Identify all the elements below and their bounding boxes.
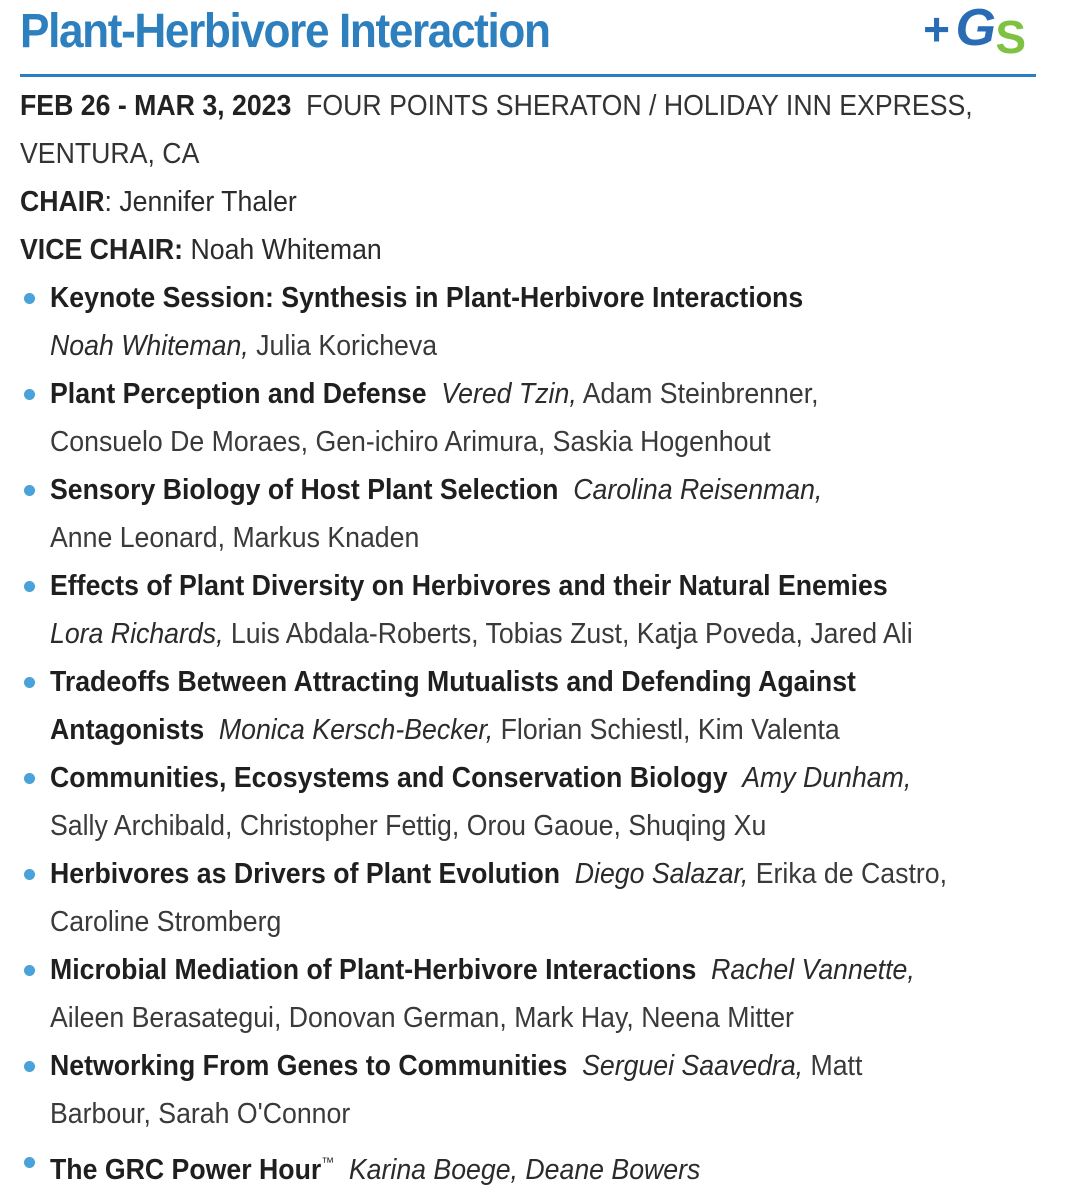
session-item xyxy=(20,562,1060,658)
bullet-icon xyxy=(24,869,35,880)
discussion-leaders: Karina Boege, Deane Bowers xyxy=(348,1154,701,1186)
page-title: Plant-Herbivore Interaction xyxy=(20,5,550,58)
discussion-leader: Monica Kersch-Becker, xyxy=(218,714,494,746)
discussion-leader: Vered Tzin, xyxy=(441,378,577,410)
session-speakers: Barbour, Sarah O'Connor xyxy=(50,1098,351,1130)
session-title: Herbivores as Drivers of Plant Evolution xyxy=(50,858,561,890)
session-item xyxy=(20,1042,1060,1138)
conference-details xyxy=(20,82,1060,1194)
session-item xyxy=(20,1138,1060,1194)
session-speakers: Florian Schiestl, Kim Valenta xyxy=(500,714,840,746)
chair-name: Jennifer Thaler xyxy=(119,186,297,218)
bullet-icon xyxy=(24,677,35,688)
bullet-icon xyxy=(24,293,35,304)
session-speakers: Luis Abdala-Roberts, Tobias Zust, Katja Poveda, Jared Ali xyxy=(230,618,913,650)
logo-s-glyph: S xyxy=(995,11,1026,63)
venue-line-2: VENTURA, CA xyxy=(20,138,200,170)
chair-line xyxy=(20,178,977,226)
page-header xyxy=(20,0,1036,77)
session-speakers: Erika de Castro, xyxy=(755,858,947,890)
vice-chair-name: Noah Whiteman xyxy=(190,234,382,266)
session-title: Plant Perception and Defense xyxy=(50,378,427,410)
session-item xyxy=(20,658,1060,754)
session-speakers: Sally Archibald, Christopher Fettig, Orou Gaoue, Shuqing Xu xyxy=(50,810,767,842)
chair-label: CHAIR xyxy=(20,186,105,218)
session-speakers: Aileen Berasategui, Donovan German, Mark Hay, Neena Mitter xyxy=(50,1002,794,1034)
session-title: Keynote Session: Synthesis in Plant-Herbivore Interactions xyxy=(50,282,804,314)
session-speakers: Matt xyxy=(810,1050,863,1082)
vice-chair-line xyxy=(20,226,977,274)
session-title: Microbial Mediation of Plant-Herbivore Interactions xyxy=(50,954,697,986)
conference-dates: FEB 26 - MAR 3, 2023 xyxy=(20,90,292,122)
vice-chair-label: VICE CHAIR: xyxy=(20,234,184,266)
session-title: Communities, Ecosystems and Conservation Biology xyxy=(50,762,728,794)
dates-venue-line xyxy=(20,82,977,130)
session-title: Tradeoffs Between Attracting Mutualists and Defending Against xyxy=(50,666,856,698)
discussion-leader: Rachel Vannette, xyxy=(711,954,915,986)
discussion-leader: Lora Richards, xyxy=(50,618,224,650)
logo-g-glyph: G xyxy=(955,0,996,57)
logo-plus-glyph: + xyxy=(923,3,950,55)
session-speakers: Adam Steinbrenner, xyxy=(582,378,819,410)
bullet-icon xyxy=(24,389,35,400)
grs-logo xyxy=(892,0,1032,62)
discussion-leader: Noah Whiteman, xyxy=(50,330,249,362)
session-item xyxy=(20,946,1060,1042)
venue-line-1: FOUR POINTS SHERATON / HOLIDAY INN EXPRESS, xyxy=(306,90,973,122)
trademark-symbol: ™ xyxy=(321,1154,335,1170)
session-item xyxy=(20,850,1060,946)
session-title: Networking From Genes to Communities xyxy=(50,1050,568,1082)
bullet-icon xyxy=(24,581,35,592)
session-title-cont: Antagonists xyxy=(50,714,205,746)
discussion-leader: Carolina Reisenman, xyxy=(573,474,823,506)
discussion-leader: Serguei Saavedra, xyxy=(582,1050,804,1082)
discussion-leader: Amy Dunham, xyxy=(742,762,912,794)
session-speakers: Julia Koricheva xyxy=(256,330,438,362)
session-item xyxy=(20,466,1060,562)
bullet-icon xyxy=(24,773,35,784)
bullet-icon xyxy=(24,1061,35,1072)
session-title: Effects of Plant Diversity on Herbivores and their Natural Enemies xyxy=(50,570,888,602)
discussion-leader: Diego Salazar, xyxy=(574,858,749,890)
bullet-icon xyxy=(24,965,35,976)
session-list xyxy=(20,274,1060,1194)
session-item xyxy=(20,754,1060,850)
session-speakers: Anne Leonard, Markus Knaden xyxy=(50,522,420,554)
session-speakers: Consuelo De Moraes, Gen-ichiro Arimura, Saskia Hogenhout xyxy=(50,426,771,458)
bullet-icon xyxy=(24,1157,35,1168)
bullet-icon xyxy=(24,485,35,496)
session-item xyxy=(20,370,1060,466)
session-speakers: Caroline Stromberg xyxy=(50,906,282,938)
session-item xyxy=(20,274,1060,370)
venue-line-2-row xyxy=(20,130,977,178)
session-title: The GRC Power Hour xyxy=(50,1154,322,1186)
session-title: Sensory Biology of Host Plant Selection xyxy=(50,474,559,506)
chair-separator: : xyxy=(104,186,112,218)
